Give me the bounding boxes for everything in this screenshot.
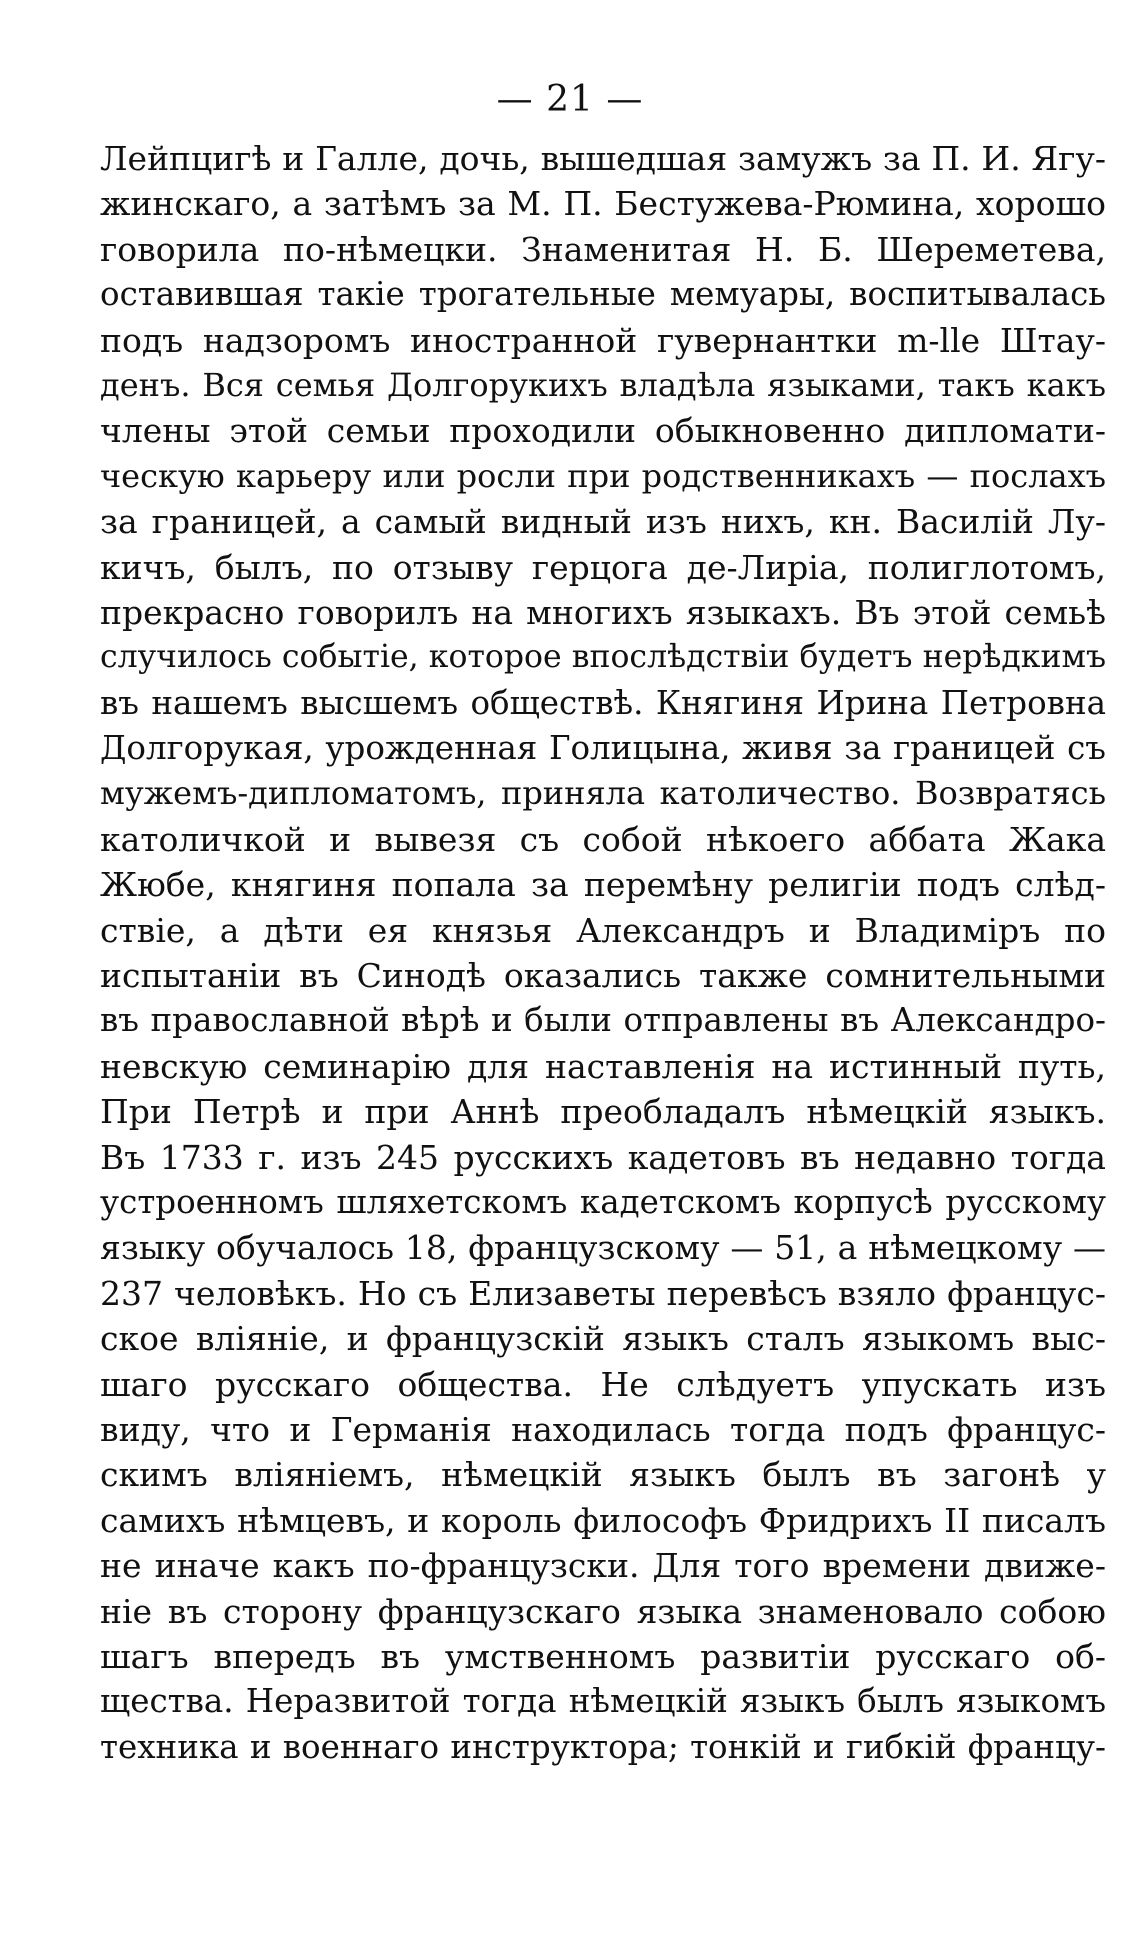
text-line: говорила по-нѣмецки. Знаменитая Н. Б. Шереметева, xyxy=(100,229,1106,269)
text-line: не иначе какъ по-французски. Для того времени движе- xyxy=(100,1546,1106,1586)
text-line: Лейпцигѣ и Галле, дочь, вышедшая замужъ за П. И. Ягу- xyxy=(100,139,1106,178)
text-line: прекрасно говорилъ на многихъ языкахъ. Въ этой семьѣ xyxy=(100,592,1106,632)
text-line: жинскаго, а затѣмъ за М. П. Бестужева-Рюмина, хорошо xyxy=(100,184,1106,224)
text-line: техника и военнаго инструктора; тонкій и гибкій францу- xyxy=(100,1727,1106,1766)
text-line: Въ 1733 г. изъ 245 русскихъ кадетовъ въ недавно тогда xyxy=(100,1137,1106,1177)
text-line: кичъ, былъ, по отзыву герцога де-Лиріа, полиглотомъ, xyxy=(100,547,1106,587)
text-line: скимъ вліяніемъ, нѣмецкій языкъ былъ въ загонѣ у xyxy=(100,1455,1106,1495)
text-line: щества. Неразвитой тогда нѣмецкій языкъ былъ языкомъ xyxy=(100,1682,1106,1721)
text-line: самихъ нѣмцевъ, и король философъ Фридрихъ II писалъ xyxy=(100,1500,1106,1540)
text-line: въ нашемъ высшемъ обществѣ. Княгиня Ирина Петровна xyxy=(100,683,1106,722)
text-line: за границей, а самый видный изъ нихъ, кн. Василій Лу- xyxy=(100,502,1106,542)
text-line: невскую семинарію для наставленія на истинный путь, xyxy=(100,1046,1106,1086)
text-line: При Петрѣ и при Аннѣ преобладалъ нѣмецкій языкъ. xyxy=(100,1092,1106,1132)
page-number: — 21 — xyxy=(496,79,644,120)
text-line: испытаніи въ Синодѣ оказались также сомнительными xyxy=(100,956,1106,996)
text-line: ское вліяніе, и французскій языкъ сталъ языкомъ выс- xyxy=(100,1319,1106,1359)
text-line: ческую карьеру или росли при родственникахъ — послахъ xyxy=(100,456,1106,495)
text-line: шагъ впередъ въ умственномъ развитіи русскаго об- xyxy=(100,1636,1106,1676)
text-line: члены этой семьи проходили обыкновенно дипломати- xyxy=(100,411,1106,451)
text-line: устроенномъ шляхетскомъ кадетскомъ корпусѣ русскому xyxy=(100,1182,1106,1221)
text-line: случилось событіе, которое впослѣдствіи будетъ нерѣдкимъ xyxy=(100,639,1106,676)
text-line: денъ. Вся семья Долгорукихъ владѣла языками, такъ какъ xyxy=(100,365,1106,404)
text-line: Жюбе, княгиня попала за перемѣну религіи подъ слѣд- xyxy=(100,865,1106,905)
text-line: католичкой и вывезя съ собой нѣкоего аббата Жака xyxy=(100,819,1106,859)
text-line: 237 человѣкъ. Но съ Елизаветы перевѣсъ взяло францус- xyxy=(100,1273,1106,1313)
text-line: ствіе, а дѣти ея князья Александръ и Владиміръ по xyxy=(100,910,1106,950)
text-line: въ православной вѣрѣ и были отправлены въ Александро- xyxy=(100,1001,1106,1040)
text-line: подъ надзоромъ иностранной гувернантки m-lle Штау- xyxy=(100,320,1106,360)
text-line: шаго русскаго общества. Не слѣдуетъ упускать изъ xyxy=(100,1364,1106,1404)
text-line: языку обучалось 18, французскому — 51, а нѣмецкому — xyxy=(100,1228,1106,1268)
text-line: Долгорукая, урожденная Голицына, живя за границей съ xyxy=(100,729,1106,768)
text-line: оставившая такіе трогательные мемуары, воспитывалась xyxy=(100,275,1106,314)
text-line: виду, что и Германія находилась тогда подъ францус- xyxy=(100,1409,1106,1449)
text-line: ніе въ сторону французскаго языка знаменовало собою xyxy=(100,1591,1106,1631)
text-line: мужемъ-дипломатомъ, приняла католичество. Возвратясь xyxy=(100,774,1106,813)
body-text xyxy=(100,136,1106,1770)
